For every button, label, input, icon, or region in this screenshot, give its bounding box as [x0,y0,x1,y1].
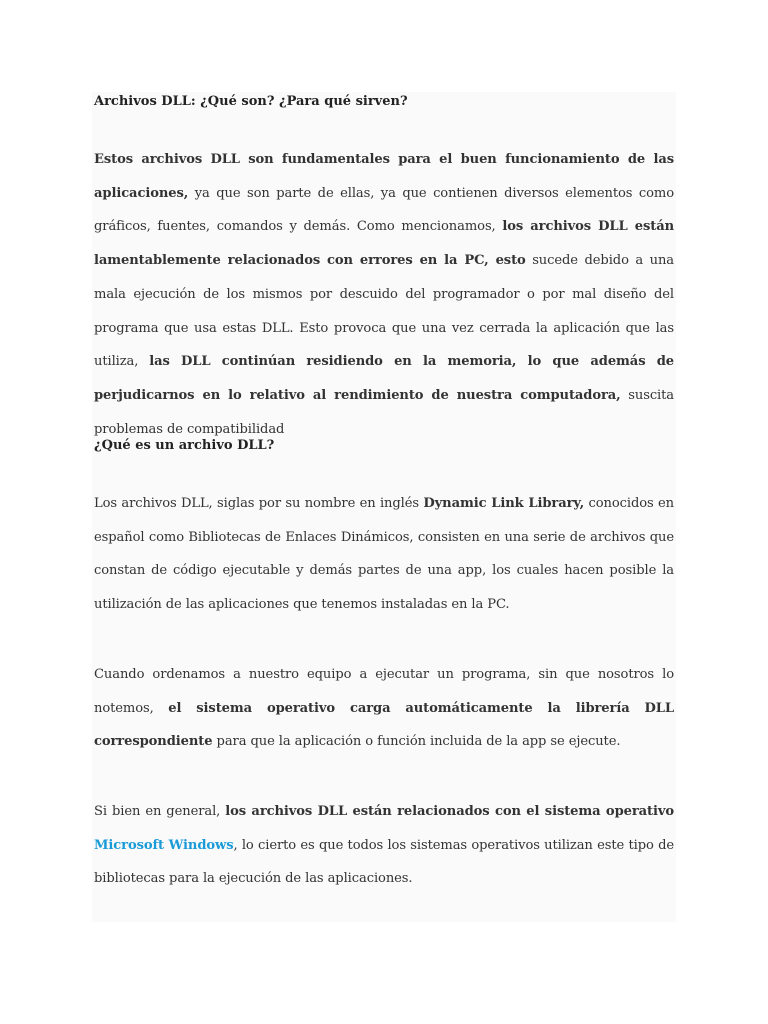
paragraph-2 [94,487,674,622]
section-heading: ¿Qué es un archivo DLL? [94,438,275,453]
text: , lo cierto es que todos los sistemas operativos utilizan este tipo de bibliotecas para la ejecución de las aplicaciones. [94,837,674,887]
bold-text: los archivos DLL están relacionados con el sistema operativo [225,804,674,819]
document-title: Archivos DLL: ¿Qué son? ¿Para qué sirven? [94,94,408,109]
text: Los archivos DLL, siglas por su nombre en inglés [94,496,424,511]
text: ya que son parte de ellas, ya que contienen diversos elementos como gráficos, fuentes, comandos y demás. Como mencionamos, [94,185,674,235]
paragraph-1 [94,143,674,446]
text: Si bien en general, [94,804,226,819]
paragraph-3 [94,658,674,759]
text: sucede debido a una mala ejecución de los mismos por descuido del programador o por mal diseño del programa que usa estas DLL. Esto provoca que una vez cerrada la aplicación que las utiliza, [94,253,674,370]
text: conocidos en español como Bibliotecas de Enlaces Dinámicos, consisten en una serie de archivos que constan de código ejecutable y demás partes de una app, los cuales hacen posible la utilización de las aplicaciones que tenemos instaladas en la PC. [94,496,674,613]
text: Cuando ordenamos a nuestro equipo a ejecutar un programa, sin que nosotros lo notemos, [94,667,674,716]
microsoft-windows-link[interactable]: Microsoft Windows [94,837,234,853]
text: suscita problemas de compatibilidad [94,387,675,437]
bold-text: Estos archivos DLL son fundamentales para el buen funcionamiento de las aplicaciones, [94,152,674,201]
text: para que la aplicación o función incluida de la app se ejecute. [212,734,621,750]
bold-text: los archivos DLL están lamentablemente relacionados con errores en la PC, esto [94,219,675,269]
paragraph-4 [94,795,674,896]
bold-text: el sistema operativo carga automáticamente la librería DLL correspondiente [94,700,674,750]
bold-text: Dynamic Link Library, [423,496,585,511]
bold-text: las DLL continúan residiendo en la memoria, lo que además de perjudicarnos en lo relativo al rendimiento de nuestra computadora, [94,354,675,403]
